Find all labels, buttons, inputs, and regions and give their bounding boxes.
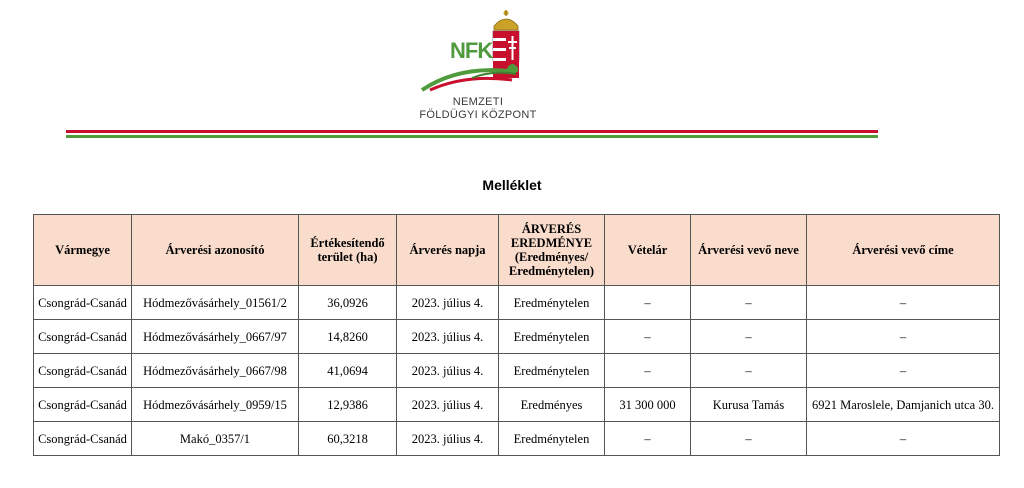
table-row: [34, 354, 1000, 388]
cell-county: Csongrád-Csanád: [34, 354, 132, 388]
tricolor-divider: [66, 130, 878, 138]
header-price: Vételár: [605, 215, 691, 286]
cell-county: Csongrád-Csanád: [34, 286, 132, 320]
header-auction-id: Árverési azonosító: [132, 215, 299, 286]
cell-auction-date: 2023. július 4.: [397, 388, 499, 422]
header-auction-date: Árverés napja: [397, 215, 499, 286]
cell-auction-id: Hódmezővásárhely_0667/97: [132, 320, 299, 354]
cell-buyer-name: –: [691, 286, 807, 320]
cell-auction-id: Hódmezővásárhely_0667/98: [132, 354, 299, 388]
cell-price: –: [605, 286, 691, 320]
cell-county: Csongrád-Csanád: [34, 388, 132, 422]
table-row: [34, 286, 1000, 320]
logo-text-line1: NEMZETI: [452, 96, 504, 108]
cell-price: –: [605, 320, 691, 354]
cell-county: Csongrád-Csanád: [34, 422, 132, 456]
divider-green-stripe: [66, 135, 878, 138]
cell-price: –: [605, 354, 691, 388]
header-result: ÁRVERÉS EREDMÉNYE (Eredményes/ Eredménytelen): [499, 215, 605, 286]
cell-county: Csongrád-Csanád: [34, 320, 132, 354]
nfk-logo: [416, 8, 540, 121]
nfk-emblem-icon: [416, 8, 540, 96]
cell-area: 12,9386: [299, 388, 397, 422]
cell-area: 14,8260: [299, 320, 397, 354]
auction-results-table: [33, 214, 1000, 456]
table-header-row: [34, 215, 1000, 286]
cell-buyer-name: –: [691, 354, 807, 388]
header-county: Vármegye: [34, 215, 132, 286]
cell-area: 41,0694: [299, 354, 397, 388]
cell-auction-id: Hódmezővásárhely_01561/2: [132, 286, 299, 320]
cell-auction-date: 2023. július 4.: [397, 286, 499, 320]
table-row: [34, 388, 1000, 422]
header-area: Értékesítendő terület (ha): [299, 215, 397, 286]
page-heading: Melléklet: [482, 177, 542, 193]
cell-result: Eredménytelen: [499, 354, 605, 388]
cell-area: 60,3218: [299, 422, 397, 456]
cell-area: 36,0926: [299, 286, 397, 320]
header-buyer-name: Árverési vevő neve: [691, 215, 807, 286]
cell-price: –: [605, 422, 691, 456]
cell-auction-date: 2023. július 4.: [397, 320, 499, 354]
cell-buyer-name: –: [691, 320, 807, 354]
header-buyer-address: Árverési vevő címe: [807, 215, 1000, 286]
cell-result: Eredményes: [499, 388, 605, 422]
cell-auction-date: 2023. július 4.: [397, 354, 499, 388]
table-row: [34, 422, 1000, 456]
cell-auction-id: Makó_0357/1: [132, 422, 299, 456]
cell-result: Eredménytelen: [499, 320, 605, 354]
table-row: [34, 320, 1000, 354]
cell-buyer-address: 6921 Maroslele, Damjanich utca 30.: [807, 388, 1000, 422]
cell-auction-date: 2023. július 4.: [397, 422, 499, 456]
cell-auction-id: Hódmezővásárhely_0959/15: [132, 388, 299, 422]
logo-text-line2: FÖLDÜGYI KÖZPONT: [419, 109, 537, 121]
cell-buyer-name: Kurusa Tamás: [691, 388, 807, 422]
cell-buyer-address: –: [807, 422, 1000, 456]
logo-abbr: NFK: [450, 38, 493, 63]
cell-result: Eredménytelen: [499, 286, 605, 320]
cell-price: 31 300 000: [605, 388, 691, 422]
cell-buyer-address: –: [807, 354, 1000, 388]
cell-result: Eredménytelen: [499, 422, 605, 456]
cell-buyer-name: –: [691, 422, 807, 456]
cell-buyer-address: –: [807, 320, 1000, 354]
cell-buyer-address: –: [807, 286, 1000, 320]
